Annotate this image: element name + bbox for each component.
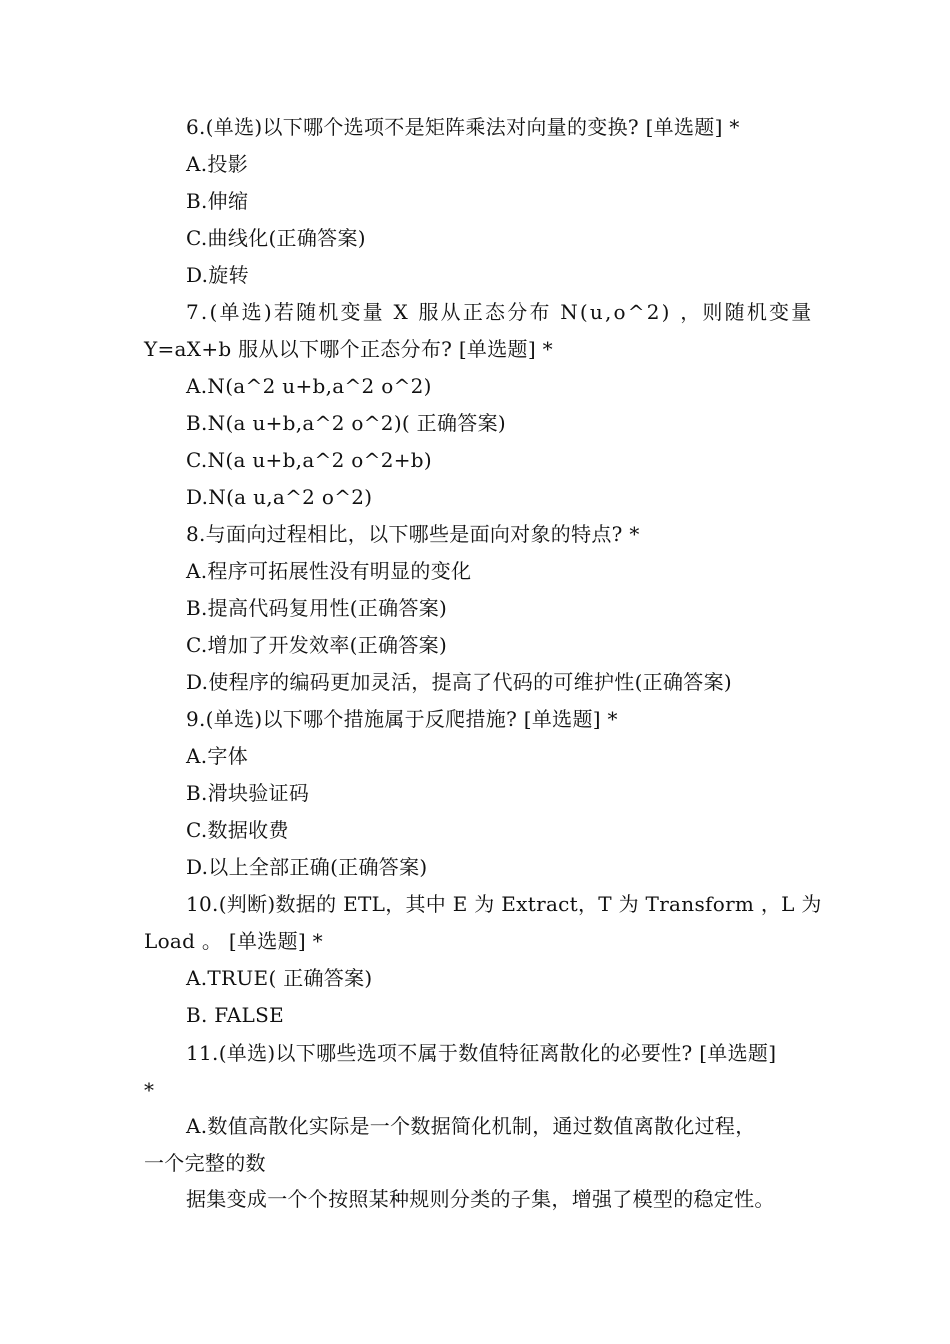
question-11-stem-continued: * bbox=[144, 1078, 155, 1102]
question-6-option-c: C.曲线化(正确答案) bbox=[186, 226, 366, 250]
question-10-option-b: B. FALSE bbox=[186, 1003, 284, 1027]
question-9-stem: 9.(单选)以下哪个措施属于反爬措施? [单选题] * bbox=[186, 707, 618, 731]
question-7-stem: 7.(单选)若随机变量 X 服从正态分布 N(u,o^2) ，则随机变量 bbox=[186, 300, 814, 324]
question-11-option-a-continued: 一个完整的数 bbox=[144, 1151, 266, 1175]
question-7-option-d: D.N(a u,a^2 o^2) bbox=[186, 485, 373, 509]
question-10-option-a: A.TRUE( 正确答案) bbox=[186, 966, 373, 990]
question-6-option-a: A.投影 bbox=[186, 152, 249, 176]
question-9-option-a: A.字体 bbox=[186, 744, 249, 768]
question-7-option-c: C.N(a u+b,a^2 o^2+b) bbox=[186, 448, 432, 472]
question-6-option-d: D.旋转 bbox=[186, 263, 249, 287]
question-8-option-c: C.增加了开发效率(正确答案) bbox=[186, 633, 448, 657]
question-7-stem-continued: Y=aX+b 服从以下哪个正态分布? [单选题] * bbox=[144, 337, 553, 361]
question-8-option-a: A.程序可拓展性没有明显的变化 bbox=[186, 559, 472, 583]
question-10-stem: 10.(判断)数据的 ETL，其中 E 为 Extract，T 为 Transform ，L 为 bbox=[186, 892, 822, 916]
question-6-stem: 6.(单选)以下哪个选项不是矩阵乘法对向量的变换? [单选题] * bbox=[186, 115, 740, 139]
question-8-stem: 8.与面向过程相比，以下哪些是面向对象的特点? * bbox=[186, 522, 640, 546]
question-9-option-d: D.以上全部正确(正确答案) bbox=[186, 855, 428, 879]
question-10-stem-continued: Load 。 [单选题] * bbox=[144, 929, 323, 953]
question-9-option-b: B.滑块验证码 bbox=[186, 781, 310, 805]
question-7-option-b: B.N(a u+b,a^2 o^2)( 正确答案) bbox=[186, 411, 506, 435]
question-11-option-a-continued-2: 据集变成一个个按照某种规则分类的子集，增强了模型的稳定性。 bbox=[186, 1187, 775, 1211]
question-6-option-b: B.伸缩 bbox=[186, 189, 249, 213]
question-9-option-c: C.数据收费 bbox=[186, 818, 289, 842]
question-11-option-a: A.数值高散化实际是一个数据简化机制，通过数值离散化过程， bbox=[186, 1114, 756, 1138]
question-11-stem: 11.(单选)以下哪些选项不属于数值特征离散化的必要性? [单选题] bbox=[186, 1041, 777, 1065]
question-7-option-a: A.N(a^2 u+b,a^2 o^2) bbox=[186, 374, 432, 398]
question-8-option-d: D.使程序的编码更加灵活，提高了代码的可维护性(正确答案) bbox=[186, 670, 732, 694]
question-8-option-b: B.提高代码复用性(正确答案) bbox=[186, 596, 448, 620]
